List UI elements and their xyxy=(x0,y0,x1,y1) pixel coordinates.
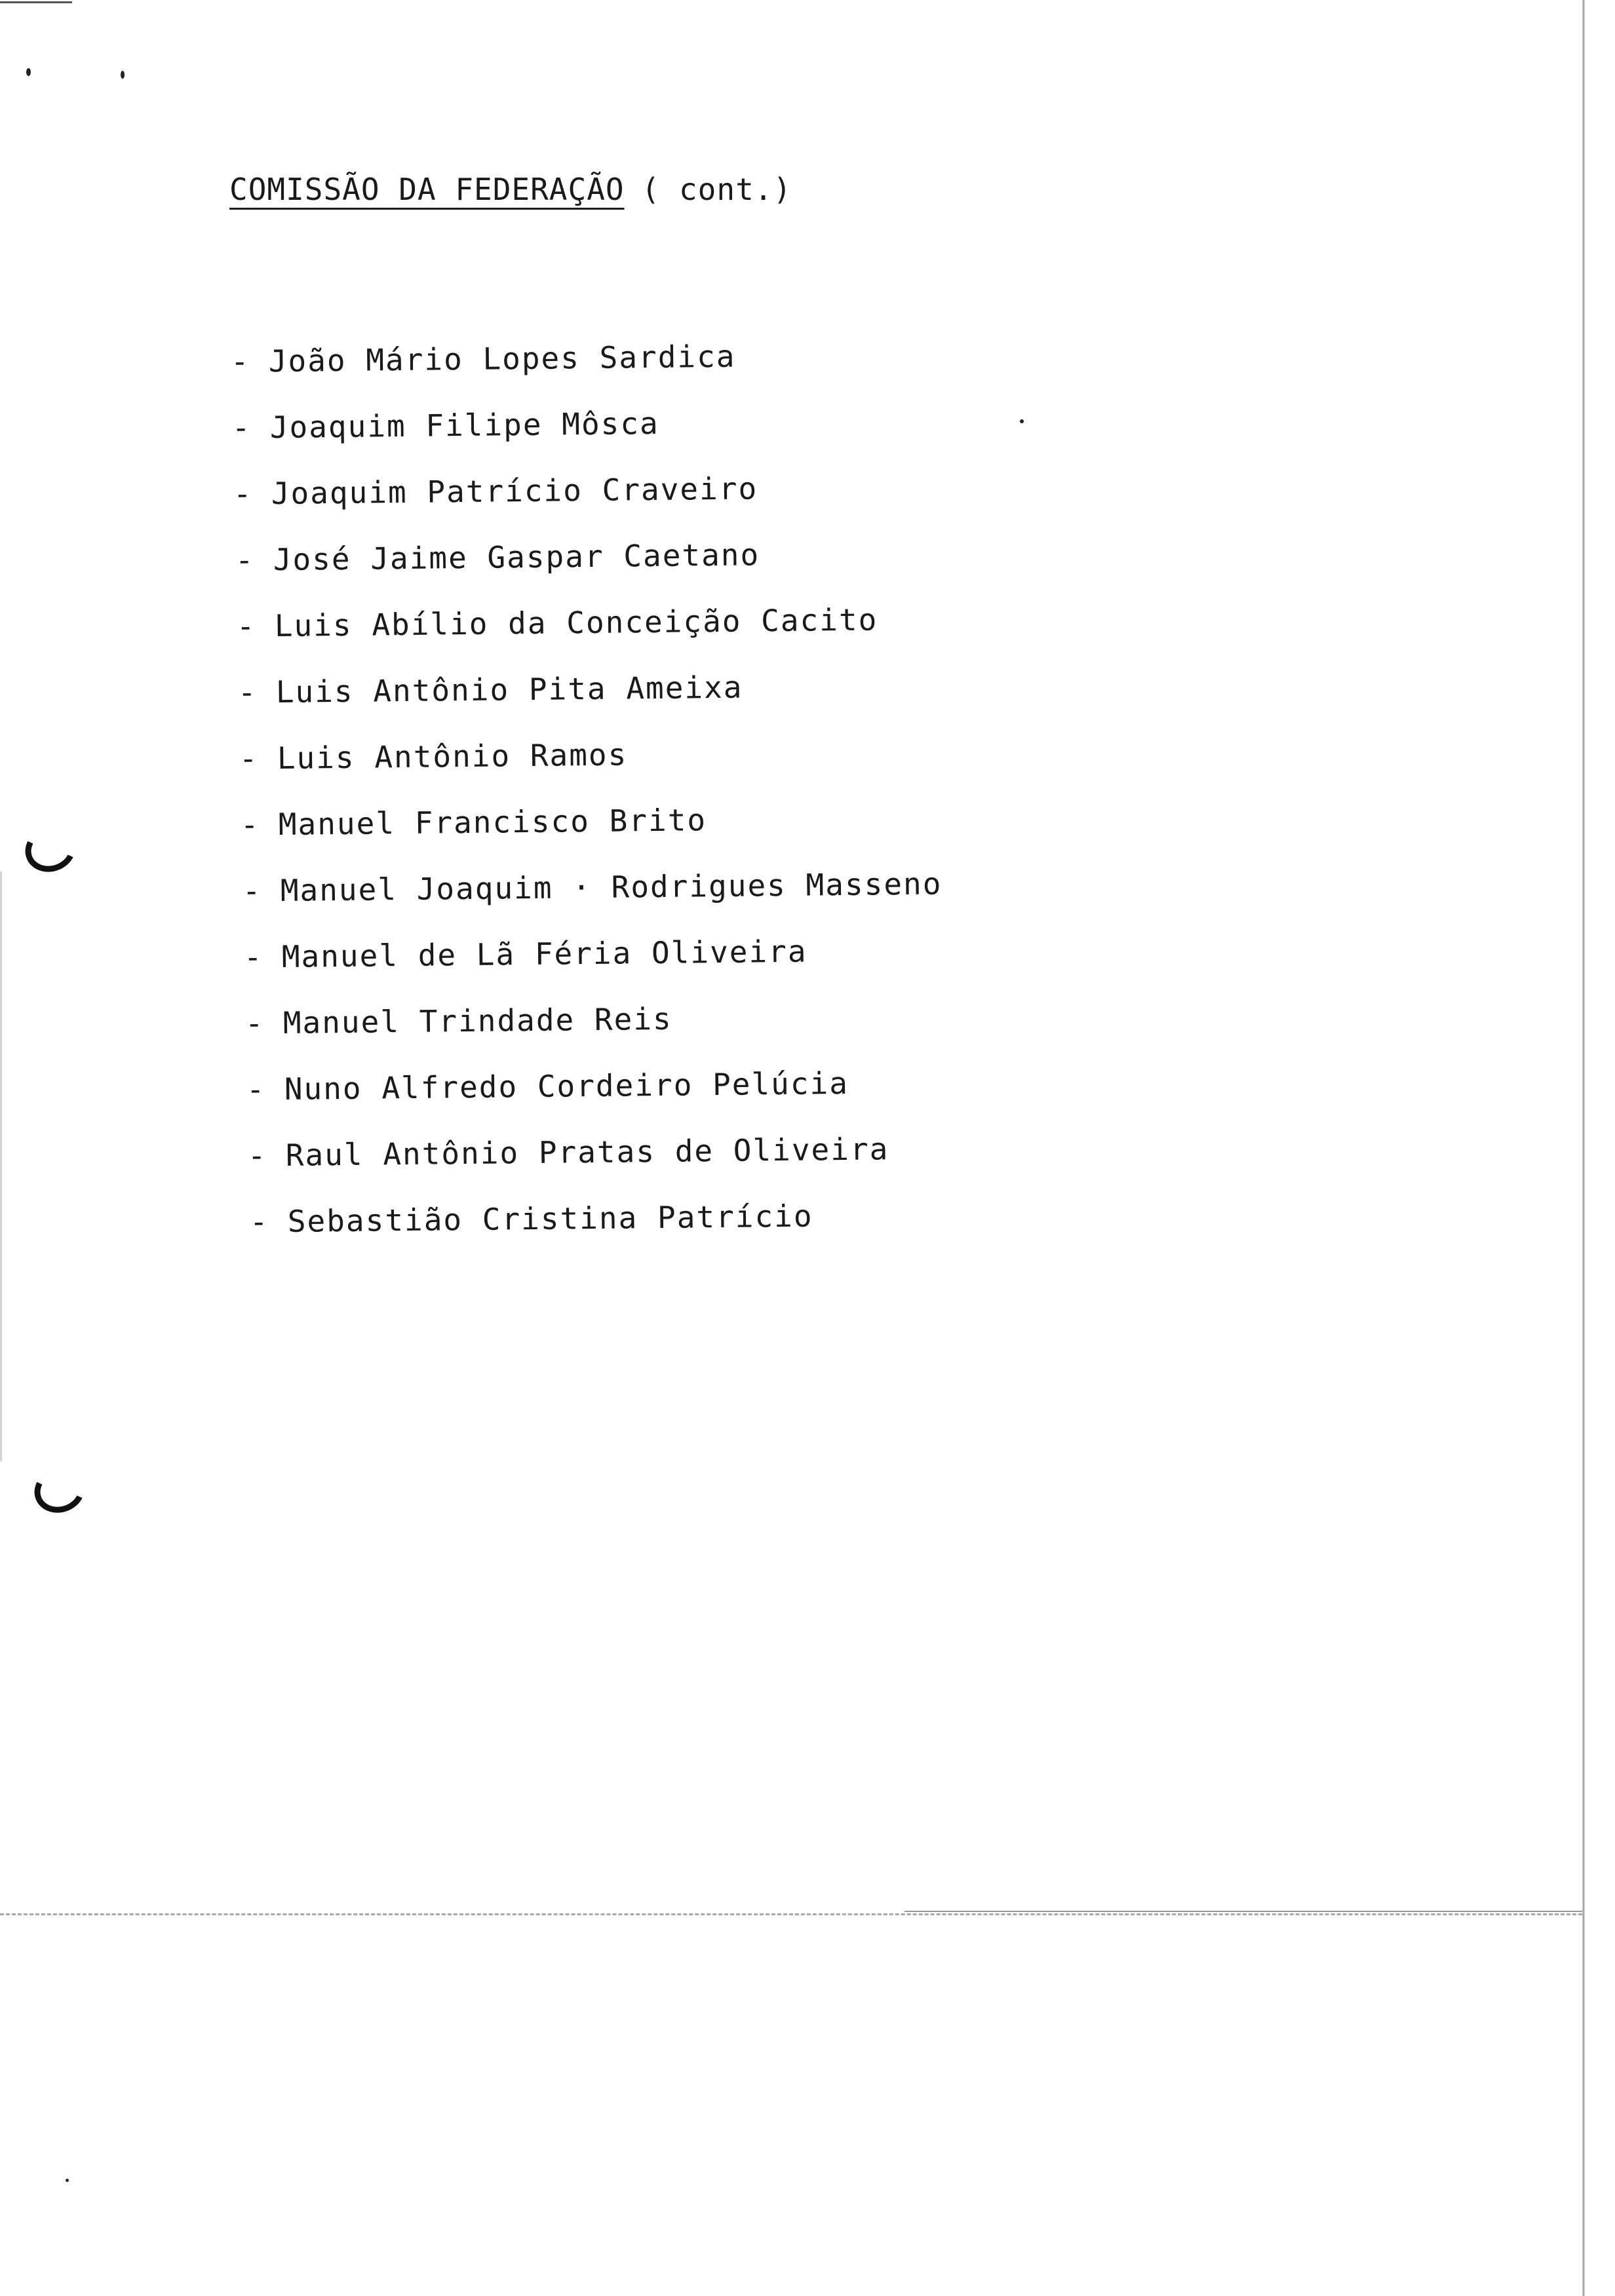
list-bullet: - xyxy=(240,807,260,843)
list-item xyxy=(237,599,943,672)
list-bullet: - xyxy=(247,1138,267,1174)
list-bullet: - xyxy=(235,542,255,578)
member-name: Sebastião Cristina Patrício xyxy=(287,1198,813,1239)
document-heading xyxy=(229,172,792,207)
list-bullet: - xyxy=(242,873,262,909)
list-bullet: - xyxy=(236,608,256,644)
punch-hole-mark xyxy=(28,1461,92,1520)
member-name: Luis Antônio Ramos xyxy=(277,737,628,776)
member-name: Luis Abílio da Conceição Cacito xyxy=(274,602,878,644)
list-bullet: - xyxy=(246,1071,266,1107)
list-bullet: - xyxy=(231,410,252,446)
member-name: Nuno Alfredo Cordeiro Pelúcia xyxy=(284,1065,849,1107)
fold-line-segment xyxy=(905,1911,1582,1912)
scan-speck xyxy=(26,68,31,76)
list-item xyxy=(248,1128,943,1202)
member-name: Joaquim Patrício Craveiro xyxy=(271,470,758,512)
scan-speck xyxy=(121,71,125,79)
member-name: Manuel Trindade Reis xyxy=(282,1001,672,1041)
scan-edge-mark xyxy=(0,1,72,3)
list-item xyxy=(243,864,943,937)
scan-speck xyxy=(1020,419,1024,423)
list-item xyxy=(233,467,943,540)
list-bullet: - xyxy=(237,674,258,710)
fold-line xyxy=(0,1913,1582,1915)
list-item xyxy=(244,930,943,1003)
list-bullet: - xyxy=(233,476,253,512)
list-item xyxy=(231,334,943,408)
member-name: João Mário Lopes Sardica xyxy=(268,338,736,379)
list-item xyxy=(241,797,943,871)
member-name: Manuel Francisco Brito xyxy=(278,802,707,842)
list-item xyxy=(250,1195,943,1268)
punch-hole-mark xyxy=(19,820,83,879)
list-item xyxy=(232,400,943,474)
list-item xyxy=(246,1062,943,1136)
list-item xyxy=(238,665,943,738)
list-bullet: - xyxy=(230,343,250,379)
page-left-edge xyxy=(0,871,2,1461)
list-bullet: - xyxy=(249,1204,269,1240)
list-bullet: - xyxy=(239,740,259,776)
member-name: Luis Antônio Pita Ameixa xyxy=(275,669,743,710)
scan-speck xyxy=(66,2179,69,2182)
member-name: Manuel Joaquim · Rodrigues Masseno xyxy=(280,866,943,908)
member-list xyxy=(231,338,943,1265)
member-name: Manuel de Lã Féria Oliveira xyxy=(281,933,808,974)
heading-title: COMISSÃO DA FEDERAÇÃO xyxy=(229,172,625,207)
list-bullet: - xyxy=(243,939,263,975)
list-item xyxy=(235,533,943,606)
list-item xyxy=(245,996,943,1069)
list-bullet: - xyxy=(244,1005,265,1041)
member-name: Joaquim Filipe Môsca xyxy=(269,405,659,446)
list-item xyxy=(239,731,943,805)
member-name: Raul Antônio Pratas de Oliveira xyxy=(285,1131,889,1173)
heading-suffix: ( cont.) xyxy=(641,172,792,207)
member-name: José Jaime Gaspar Caetano xyxy=(273,537,760,578)
page-right-edge xyxy=(1582,0,1585,2296)
